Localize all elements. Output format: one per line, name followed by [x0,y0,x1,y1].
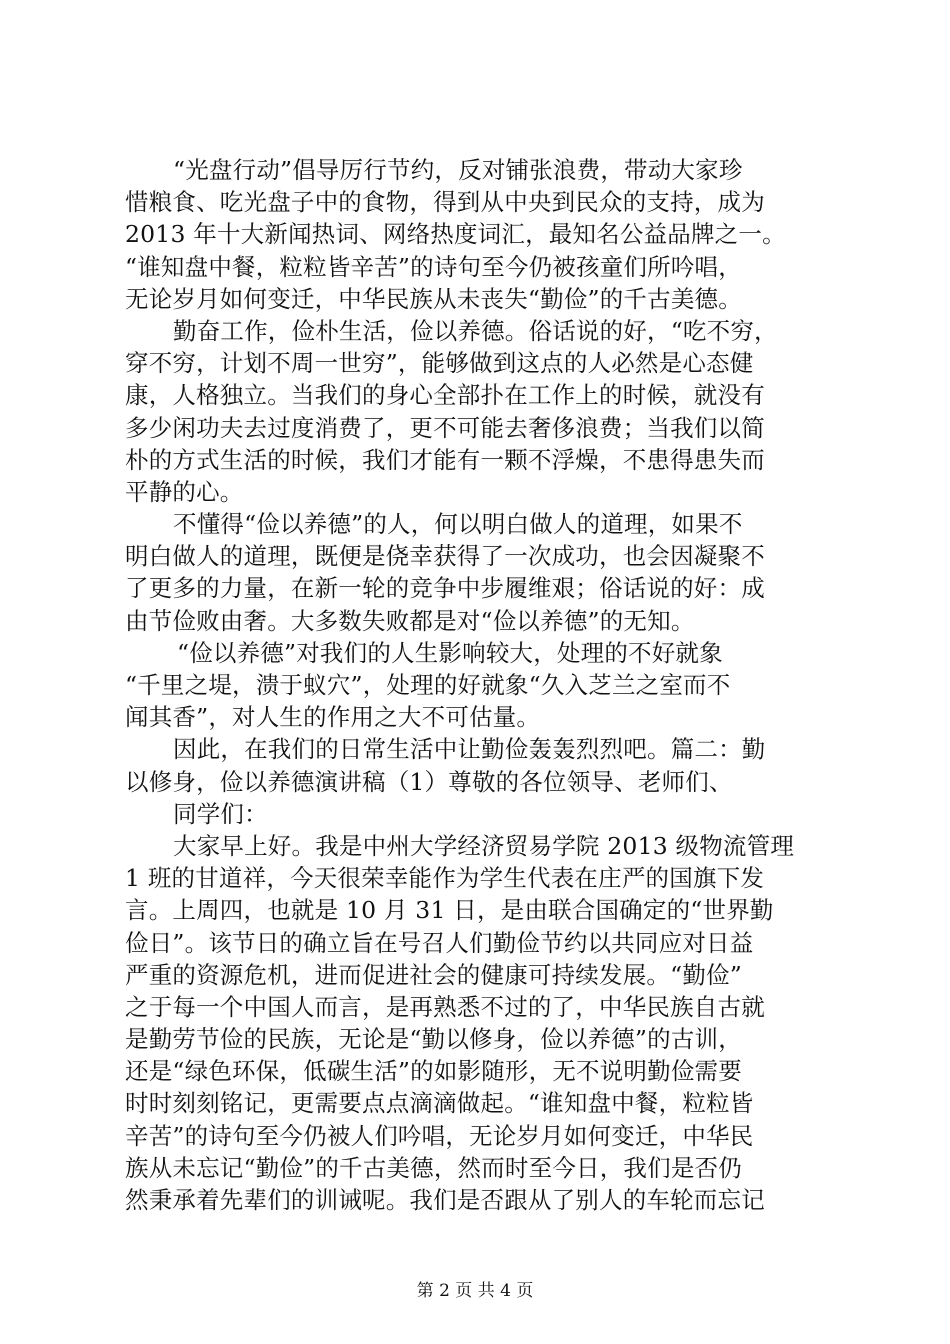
text-line: 穿不穷，计划不周一世穷”，能够做到这点的人必然是心态健 [125,349,754,378]
text-line: 惜粮食、吃光盘子中的食物，得到从中央到民众的支持，成为 [125,188,765,217]
text-line: 平静的心。 [125,477,244,506]
text-line: 大家早上好。我是中州大学经济贸易学院 2013 级物流管理 [173,831,795,860]
text-line: 了更多的力量，在新一轮的竞争中步履维艰；俗话说的好：成 [125,574,765,603]
text-line: 不懂得“俭以养德”的人，何以明白做人的道理，如果不 [173,510,743,539]
text-line: 明白做人的道理，既便是侥幸获得了一次成功，也会因凝聚不 [125,542,765,571]
text-line: 勤奋工作，俭朴生活，俭以养德。俗话说的好，“吃不穷， [173,316,778,345]
text-line: 是勤劳节俭的民族，无论是“勤以修身，俭以养德”的古训， [125,1025,742,1054]
text-line: 还是“绿色环保，低碳生活”的如影随形，无不说明勤俭需要 [125,1057,742,1086]
text-line: 时时刻刻铭记，更需要点点滴滴做起。“谁知盘中餐，粒粒皆 [125,1089,754,1118]
text-line: 2013 年十大新闻热词、网络热度词汇，最知名公益品牌之一。 [125,220,786,249]
text-line: 康，人格独立。当我们的身心全部扑在工作上的时候，就没有 [125,381,765,410]
text-line: 俭日”。该节日的确立旨在号召人们勤俭节约以共同应对日益 [125,928,754,957]
text-line: “千里之堤，溃于蚁穴”，处理的好就象“久入芝兰之室而不 [125,671,731,699]
text-line: 族从未忘记“勤俭”的千古美德，然而时至今日，我们是否仍 [125,1153,742,1182]
text-line: 因此，在我们的日常生活中让勤俭轰轰烈烈吧。篇二：勤 [173,735,766,764]
text-line: 同学们： [173,799,268,828]
text-line: “光盘行动”倡导厉行节约，反对铺张浪费，带动大家珍 [173,156,743,184]
text-line: 无论岁月如何变迁，中华民族从未丧失“勤俭”的千古美德。 [125,284,742,313]
text-line: 由节俭败由奢。大多数失败都是对“俭以养德”的无知。 [125,606,695,635]
body-text [125,154,845,1216]
text-line: 然秉承着先辈们的训诫呢。我们是否跟从了别人的车轮而忘记 [125,1186,765,1214]
text-line: “俭以养德”对我们的人生影响较大，处理的不好就象 [177,638,723,667]
page-footer: 第 2 页 共 4 页 [416,1281,534,1301]
text-line: “谁知盘中餐，粒粒皆辛苦”的诗句至今仍被孩童们所吟唱， [125,252,742,281]
text-line: 多少闲功夫去过度消费了，更不可能去奢侈浪费；当我们以简 [125,413,765,442]
text-line: 辛苦”的诗句至今仍被人们吟唱，无论岁月如何变迁，中华民 [125,1121,754,1150]
text-line: 朴的方式生活的时候，我们才能有一颗不浮燥，不患得患失而 [125,445,765,474]
text-line: 严重的资源危机，进而促进社会的健康可持续发展。“勤俭” [125,960,742,989]
text-line: 之于每一个中国人而言，是再熟悉不过的了，中华民族自古就 [125,992,765,1021]
text-line: 以修身，俭以养德演讲稿（1）尊敬的各位领导、老师们、 [125,767,733,796]
text-line: 闻其香”，对人生的作用之大不可估量。 [125,703,541,732]
text-line: 1 班的甘道祥，今天很荣幸能作为学生代表在庄严的国旗下发 [125,864,765,893]
text-line: 言。上周四，也就是 10 月 31 日，是由联合国确定的“世界勤 [125,896,774,925]
